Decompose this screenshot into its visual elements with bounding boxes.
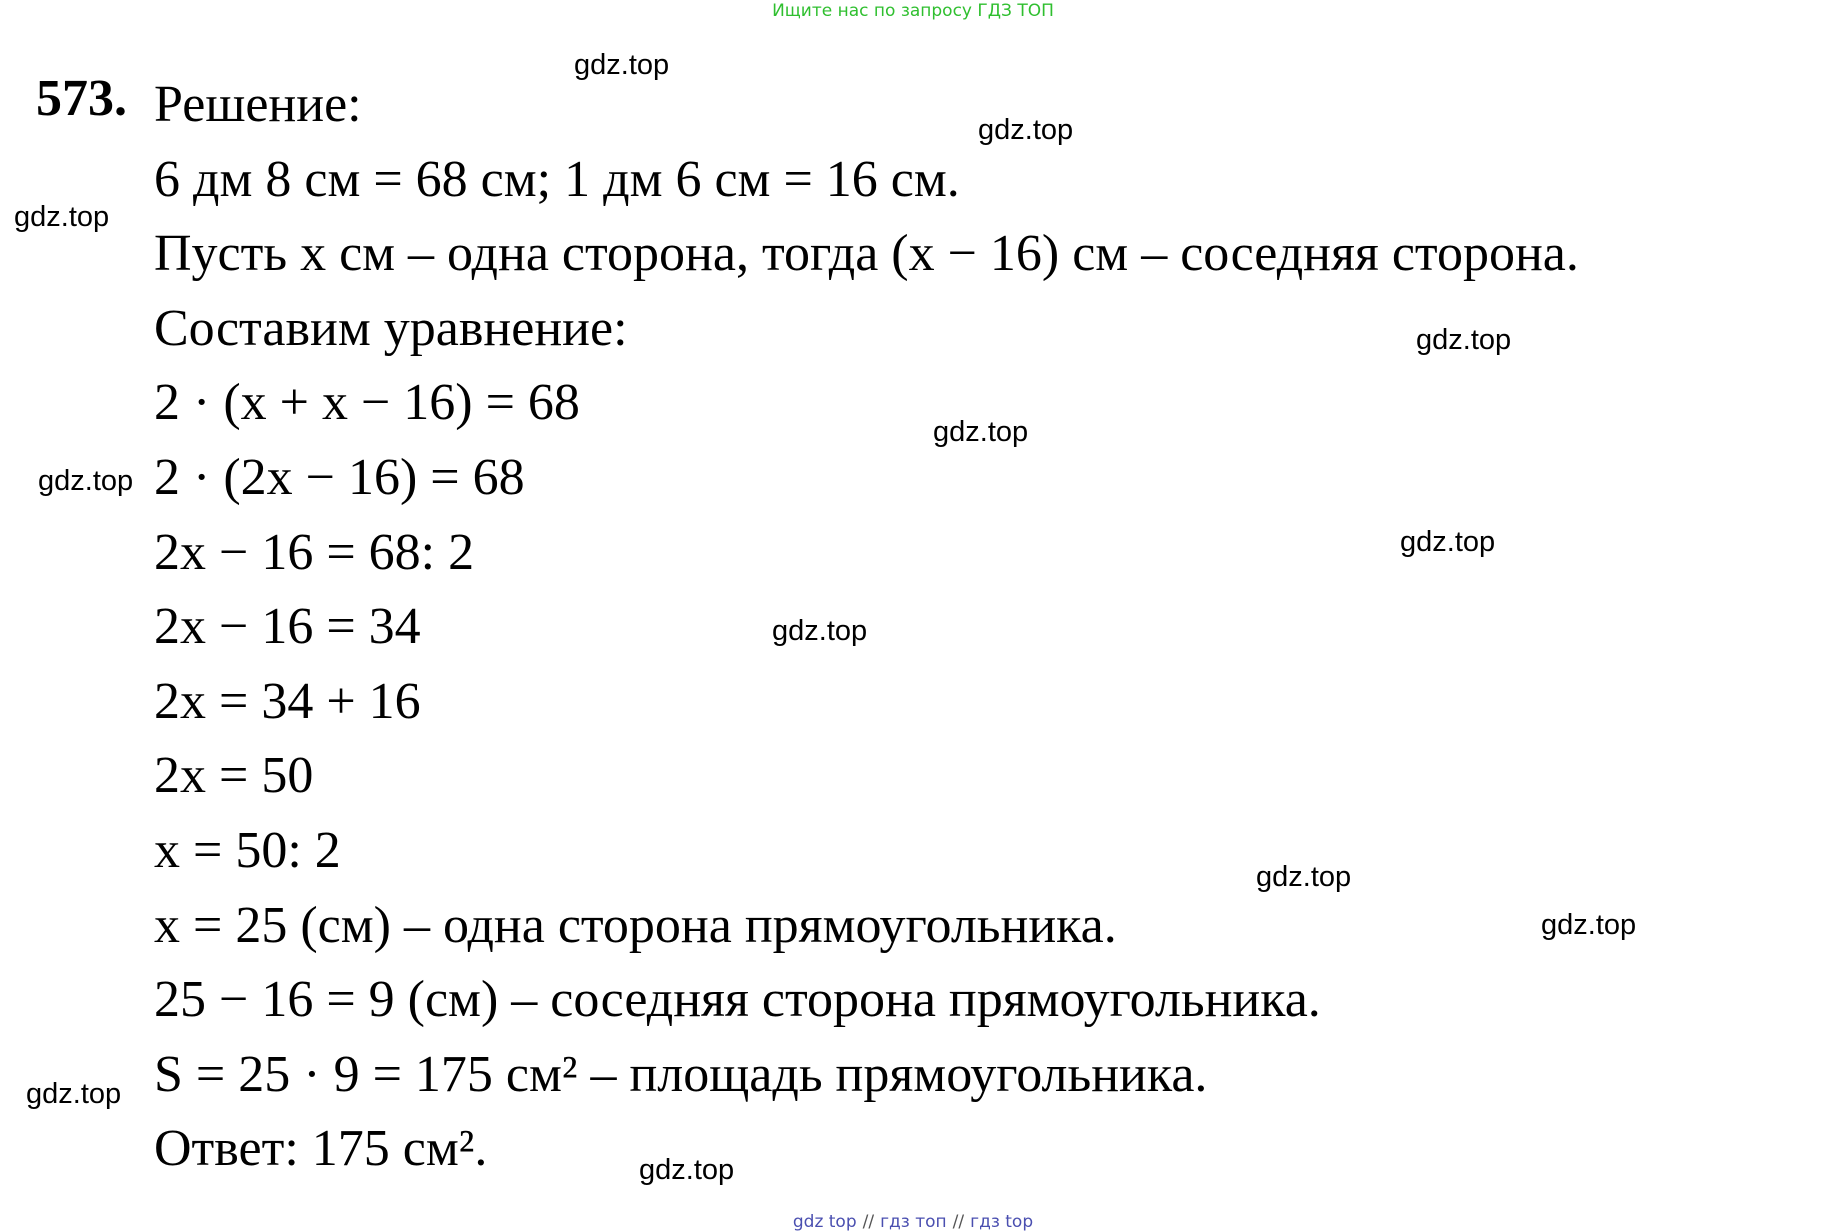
equation-intro-line: Составим уравнение:: [154, 299, 628, 357]
footer-link-gdz-top-ru[interactable]: гдз топ: [880, 1212, 947, 1232]
assumption-line: Пусть x см – одна сторона, тогда (x − 16) см – соседняя сторона.: [154, 225, 1579, 283]
watermark: gdz.top: [1400, 526, 1496, 558]
watermark: gdz.top: [1416, 324, 1512, 356]
footer-link-gdz-top-mixed[interactable]: гдз top: [970, 1212, 1034, 1232]
unit-conversion-line: 6 дм 8 см = 68 см; 1 дм 6 см = 16 см.: [154, 150, 960, 208]
equation-step-1: 2 · (x + x − 16) = 68: [154, 374, 580, 432]
equation-step-6: 2x = 50: [154, 747, 314, 805]
footer-separator: //: [862, 1212, 875, 1232]
footer-link-gdz-top[interactable]: gdz top: [792, 1212, 857, 1232]
footer: [0, 1212, 1826, 1232]
top-banner: Ищите нас по запросу ГДЗ ТОП: [772, 1, 1054, 21]
equation-step-7: x = 50: 2: [154, 821, 341, 879]
watermark: gdz.top: [26, 1078, 122, 1110]
watermark: gdz.top: [38, 465, 134, 497]
watermark: gdz.top: [14, 201, 110, 233]
footer-separator: //: [952, 1212, 965, 1232]
solution-body: [154, 68, 1814, 1187]
equation-step-4: 2x − 16 = 34: [154, 598, 421, 656]
watermark: gdz.top: [574, 49, 670, 81]
answer-line: Ответ: 175 см².: [154, 1120, 488, 1178]
equation-step-2: 2 · (2x − 16) = 68: [154, 448, 525, 506]
watermark: gdz.top: [772, 615, 868, 647]
equation-step-5: 2x = 34 + 16: [154, 672, 421, 730]
area-result: S = 25 · 9 = 175 см² – площадь прямоугольника.: [154, 1045, 1208, 1103]
watermark: gdz.top: [978, 114, 1074, 146]
watermark: gdz.top: [1256, 861, 1352, 893]
problem-number: 573.: [36, 70, 127, 127]
second-side-result: 25 − 16 = 9 (см) – соседняя сторона прямоугольника.: [154, 971, 1321, 1029]
first-side-result: x = 25 (см) – одна сторона прямоугольника.: [154, 896, 1117, 954]
watermark: gdz.top: [639, 1154, 735, 1186]
solution-heading: Решение:: [154, 76, 362, 133]
watermark: gdz.top: [933, 416, 1029, 448]
watermark: gdz.top: [1541, 909, 1637, 941]
equation-step-3: 2x − 16 = 68: 2: [154, 523, 475, 581]
